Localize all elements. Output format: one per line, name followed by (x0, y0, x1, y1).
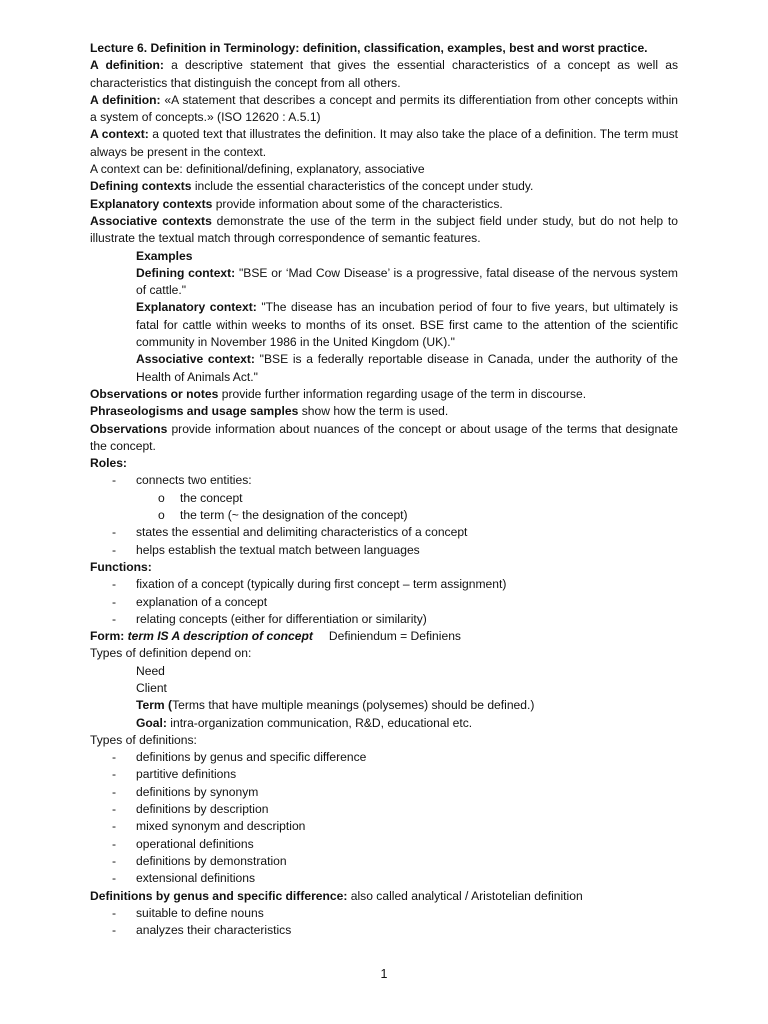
observations-notes (90, 386, 678, 403)
list-item: - suitable to define nouns (90, 905, 678, 922)
types-heading: Types of definitions: (90, 732, 197, 747)
genus-text: also called analytical / Aristotelian definition (347, 888, 583, 903)
definition-1 (90, 57, 678, 92)
list-item: - operational definitions (90, 836, 678, 853)
depend-goal-text: intra-organization communication, R&D, educational etc. (166, 715, 473, 730)
form-label: Form: (90, 629, 125, 644)
lecture-title: Lecture 6. Definition in Terminology: definition, classification, examples, best and worst practice. (90, 41, 648, 55)
list-item: - mixed synonym and description (90, 818, 678, 835)
depend-goal (90, 715, 678, 732)
phraseologisms-label: Phraseologisms and usage samples (90, 404, 299, 419)
functions-heading: Functions: (90, 559, 152, 574)
example-associative-label: Associative context: (136, 352, 255, 367)
list-item: - definitions by description (90, 801, 678, 818)
definition-2 (90, 92, 678, 127)
example-explanatory-text: "The disease has an incubation period of four to five years, but ultimately is fatal for cattle within weeks to months of its onset. BSE first came to the attention of the scientific community in November 1986 in the United Kingdom (UK)." (136, 300, 679, 350)
context-text: a quoted text that illustrates the definition. It may also take the place of a definition. The term must always be present in the context. (90, 127, 678, 159)
depend-term-label: Term ( (136, 698, 173, 713)
observations-label: Observations (90, 421, 168, 436)
context-label: A context: (90, 127, 149, 142)
list-item: - extensional definitions (90, 870, 678, 887)
context-definition (90, 126, 678, 161)
page-number: 1 (380, 967, 388, 981)
associative-contexts (90, 213, 678, 248)
depend-client: Client (136, 680, 167, 695)
list-item: - definitions by synonym (90, 784, 678, 801)
depend-goal-label: Goal: (136, 715, 167, 730)
definition-2-label: A definition: (90, 92, 161, 107)
list-item: - states the essential and delimiting characteristics of a concept (90, 524, 678, 541)
examples-heading: Examples (136, 248, 193, 263)
explanatory-contexts-label: Explanatory contexts (90, 196, 213, 211)
observations-notes-text: provide further information regarding usage of the term in discourse. (218, 386, 587, 401)
example-defining-text: "BSE or ‘Mad Cow Disease’ is a progressive, fatal disease of the nervous system of cattle." (136, 265, 678, 298)
list-item: - explanation of a concept (90, 594, 678, 611)
example-associative-text: "BSE is a federally reportable disease in Canada, under the authority of the Health of Animals Act." (136, 352, 678, 384)
list-item: - definitions by genus and specific difference (90, 749, 678, 766)
list-item: - connects two entities: (90, 472, 678, 489)
list-item: - definitions by demonstration (90, 853, 678, 870)
associative-contexts-text: demonstrate the use of the term in the subject field under study, but do not help to illustrate the textual match through correspondence of semantic features. (90, 213, 678, 246)
observations (90, 421, 678, 456)
explanatory-contexts-text: provide information about some of the characteristics. (212, 196, 503, 211)
explanatory-contexts (90, 196, 678, 213)
example-defining-label: Defining context: (136, 265, 236, 280)
form-line (90, 628, 678, 645)
list-item: - fixation of a concept (typically during first concept – term assignment) (90, 576, 678, 593)
list-item: - relating concepts (either for differentiation or similarity) (90, 611, 678, 628)
associative-contexts-label: Associative contexts (90, 213, 212, 228)
defining-contexts-text: include the essential characteristics of the concept under study. (191, 179, 534, 194)
definition-2-text: «A statement that describes a concept and permits its differentiation from other concepts within a system of concepts.» (ISO 12620 : A.5.1) (90, 92, 679, 125)
list-item: - analyzes their characteristics (90, 922, 678, 939)
defining-contexts-label: Defining contexts (90, 179, 192, 194)
roles-heading: Roles: (90, 456, 127, 471)
document-page (90, 40, 678, 939)
depend-term-text: Terms that have multiple meanings (polysemes) should be defined.) (172, 698, 535, 713)
observations-text: provide information about nuances of the concept or about usage of the terms that designate the concept. (90, 421, 678, 453)
example-associative (90, 351, 678, 386)
list-item: - partitive definitions (90, 766, 678, 783)
definition-1-label: A definition: (90, 58, 164, 73)
form-tail: Definiendum = Definiens (328, 629, 461, 644)
depend-term (90, 697, 678, 714)
sub-list-item: o the term (~ the designation of the concept) (90, 507, 678, 524)
defining-contexts (90, 178, 678, 195)
example-explanatory (90, 299, 678, 351)
sub-list-item: o the concept (90, 490, 678, 507)
list-item: - helps establish the textual match between languages (90, 542, 678, 559)
context-types: A context can be: definitional/defining, explanatory, associative (90, 162, 425, 177)
genus-heading (90, 888, 678, 905)
definition-1-text: a descriptive statement that gives the essential characteristics of a concept as well as characteristics that distinguish the concept from all others. (90, 58, 678, 90)
example-explanatory-label: Explanatory context: (136, 300, 257, 315)
form-italic: term IS A description of concept (124, 629, 313, 644)
observations-notes-label: Observations or notes (90, 386, 219, 401)
types-depend-heading: Types of definition depend on: (90, 646, 252, 661)
genus-label: Definitions by genus and specific difference: (90, 888, 348, 903)
phraseologisms-text: show how the term is used. (298, 404, 449, 419)
example-defining (90, 265, 678, 300)
depend-need: Need (136, 663, 165, 678)
phraseologisms (90, 403, 678, 420)
